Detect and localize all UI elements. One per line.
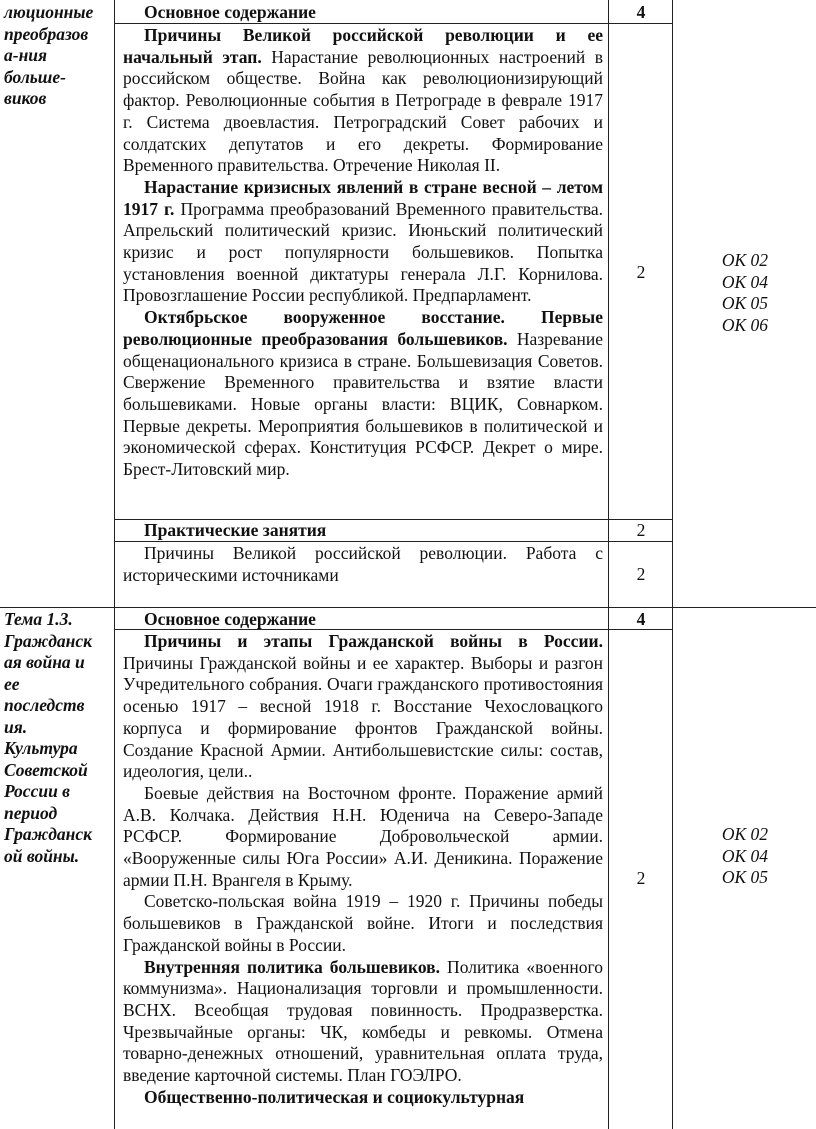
row-divider: [0, 607, 816, 608]
topic-line: ая война и: [4, 652, 85, 672]
topic-line: ее: [4, 673, 20, 694]
content-hours: 2: [636, 262, 646, 282]
paragraph-text: Нарастание революционных настроений в российском обществе. Война как революционизирующий фактор. Революционные события в Петрограде в феврале 1917 г. Система двоевластия. Петроградский Совет рабочих и солдатских депутатов и его декреты. Формирование Временного правительства. Отречение Николая II.: [123, 46, 603, 176]
competency-code: ОК 04: [721, 845, 769, 866]
topic-line: России в: [4, 781, 71, 801]
topic-line: а-ния: [4, 45, 48, 65]
paragraph-title: Причины Великой российской революции и ее начальный этап.: [123, 25, 603, 67]
content-paragraph: [123, 1087, 603, 1109]
paragraph-title: Внутренняя политика большевиков.: [144, 956, 440, 977]
topic-line: Культура: [4, 738, 78, 758]
content-paragraph: Советско-польская война 1919 – 1920 г. Причины победы большевиков в Гражданской войне. Итоги и последствия Гражданской войны в России.: [123, 891, 603, 955]
competencies-cell: [674, 824, 816, 889]
paragraph-title: Октябрьское вооруженное восстание. Первые революционные преобразования большевиков.: [123, 307, 603, 349]
row-divider: [114, 23, 672, 24]
practice-cell: [118, 543, 608, 586]
competency-code: ОК 02: [721, 824, 769, 844]
topic-line: ой войны.: [4, 845, 80, 866]
competency-code: ОК 06: [721, 314, 769, 335]
content-paragraph: [123, 307, 603, 481]
column-divider: [672, 0, 673, 1129]
content-paragraph: [123, 631, 603, 783]
topic-line: последств: [4, 695, 85, 715]
topic-line: Тема 1.3.: [4, 609, 73, 629]
row-divider: [114, 541, 672, 542]
topic-line: Гражданск: [4, 824, 93, 844]
content-paragraph: Боевые действия на Восточном фронте. Поражение армий А.В. Колчака. Действия Н.Н. Юденича на Северо-Западе РСФСР. Формирование Добровольческой армии. «Вооруженные силы Юга России» А.И. Деникина. Поражение армии П.Н. Врангеля в Крыму.: [123, 782, 603, 890]
main-content-header: Основное содержание: [144, 2, 316, 22]
topic-line: ия.: [4, 716, 28, 737]
practice-header: Практические занятия: [144, 520, 327, 540]
practice-hours: 2: [636, 520, 646, 540]
topic-line: Советской: [4, 759, 88, 780]
practice-text: Причины Великой российской революции. Работа с историческими источниками: [123, 543, 603, 585]
paragraph-text: Причины Гражданской войны и ее характер. Выборы и разгон Учредительного собрания. Очаги гражданского противостояния осенью 1917 – весной 1918 г. Восстание Чехословацкого корпуса и формирование фронтов Гражданской войны. Создание Красной Армии. Антибольшевистские силы: состав, идеология, цели..: [123, 652, 603, 782]
practice-text-hours: 2: [636, 564, 646, 584]
content-paragraph: [123, 25, 603, 177]
paragraph-text: Программа преобразований Временного правительства. Апрельский политический кризис. Июньский политический кризис и рост популярности большевиков. Попытка установления военной диктатуры генерала Л.Г. Корнилова. Провозглашение России республикой. Предпарламент.: [123, 198, 603, 306]
topic-line: люционные: [4, 2, 94, 22]
topic-line: преобразов: [4, 23, 89, 44]
competency-code: ОК 02: [721, 250, 769, 270]
column-divider: [608, 0, 609, 1129]
competency-code: ОК 04: [721, 271, 769, 292]
competency-code: ОК 05: [721, 293, 769, 313]
content-cell: [118, 631, 608, 1108]
content-cell: [118, 25, 608, 481]
content-paragraph: [123, 957, 603, 1087]
paragraph-title: Нарастание кризисных явлений в стране весной – летом 1917 г.: [123, 176, 603, 219]
column-divider: [114, 0, 115, 1129]
topic-cell: [2, 609, 110, 867]
paragraph-text: Назревание общенационального кризиса в стране. Большевизация Советов. Свержение Временного правительства и взятие власти большевиками. Новые органы власти: ВЦИК, Совнарком. Первые декреты. Мероприятия большевиков в политической и экономической сферах. Конституция РСФСР. Декрет о мире. Брест-Литовский мир.: [123, 328, 603, 480]
paragraph-text: Политика «военного коммунизма». Национализация торговли и промышленности. ВСНХ. Всеобщая трудовая повинность. Продразверстка. Чрезвычайные органы: ЧК, комбеды и ревкомы. Отмена товарно-денежных отношений, уравнительная оплата труда, введение карточной системы. План ГОЭЛРО.: [123, 956, 603, 1086]
main-hours: 4: [636, 609, 646, 629]
topic-line: Гражданск: [4, 630, 93, 651]
topic-line: период: [4, 802, 58, 823]
content-hours: 2: [636, 868, 646, 888]
main-hours: 4: [636, 2, 646, 22]
topic-line: виков: [4, 88, 47, 108]
competencies-cell: [674, 250, 816, 336]
main-content-header: Основное содержание: [144, 609, 316, 629]
topic-line: больше-: [4, 66, 66, 87]
competency-code: ОК 05: [721, 867, 769, 887]
paragraph-title: Причины и этапы Гражданской войны в России.: [144, 631, 603, 651]
content-paragraph: [123, 177, 603, 307]
topic-cell: [2, 2, 110, 110]
paragraph-title: Общественно-политическая и социокультурная: [144, 1086, 525, 1107]
